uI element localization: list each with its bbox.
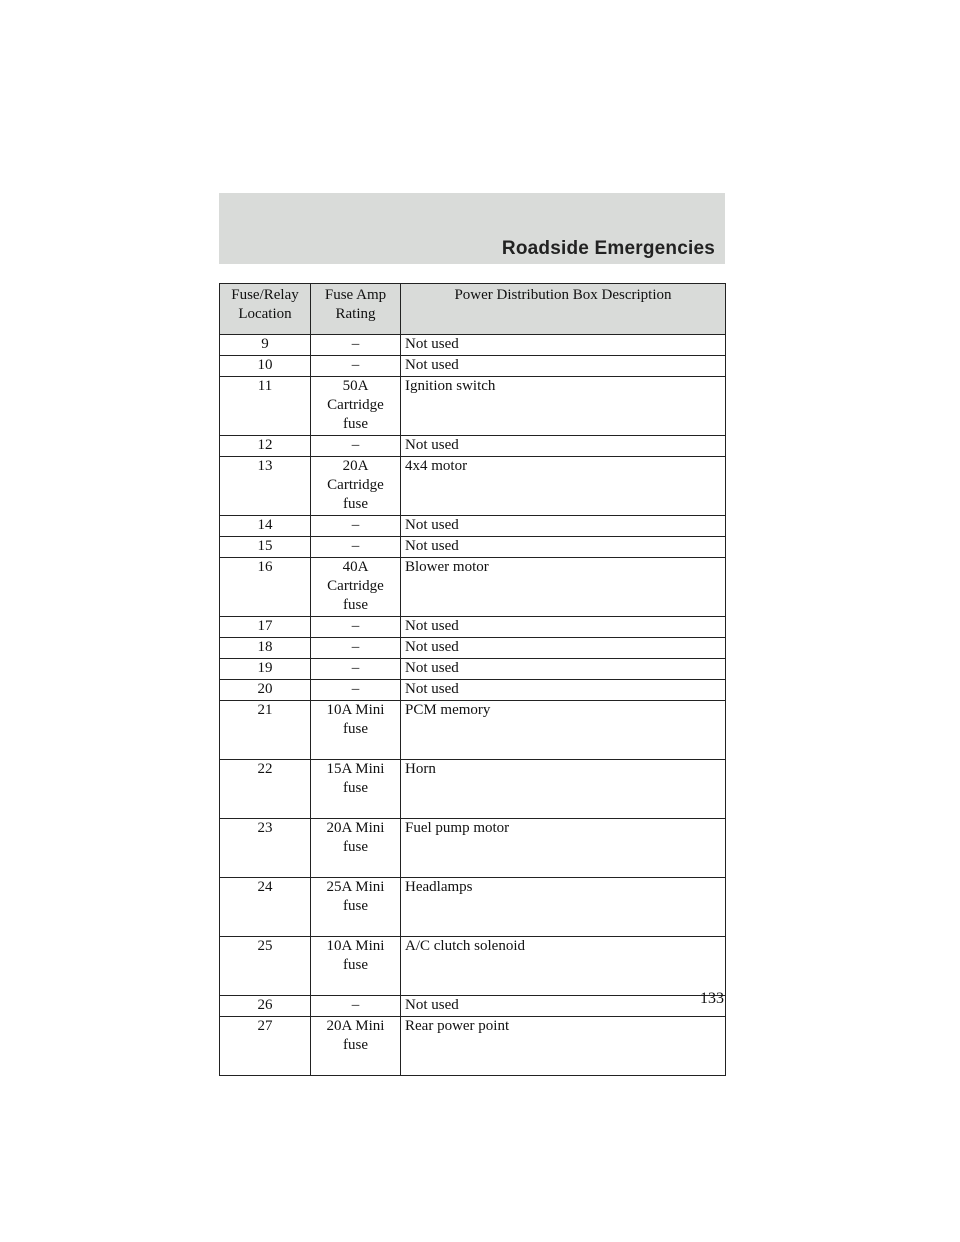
table-row	[220, 878, 726, 937]
cell-description: 4x4 motor	[401, 457, 726, 516]
cell-location: 18	[220, 638, 311, 659]
table-row	[220, 680, 726, 701]
cell-location: 13	[220, 457, 311, 516]
page-number: 133	[700, 990, 724, 1007]
table-row	[220, 356, 726, 377]
cell-location: 14	[220, 516, 311, 537]
cell-amp-rating: 20A Cartridge fuse	[311, 457, 401, 516]
table-row	[220, 377, 726, 436]
cell-amp-rating: –	[311, 516, 401, 537]
cell-amp-rating: –	[311, 537, 401, 558]
table-row	[220, 638, 726, 659]
cell-amp-rating: –	[311, 335, 401, 356]
cell-description: Rear power point	[401, 1017, 726, 1076]
cell-location: 27	[220, 1017, 311, 1076]
cell-description: Not used	[401, 537, 726, 558]
cell-description: PCM memory	[401, 701, 726, 760]
cell-location: 15	[220, 537, 311, 558]
table-row	[220, 335, 726, 356]
cell-location: 21	[220, 701, 311, 760]
cell-location: 25	[220, 937, 311, 996]
cell-amp-rating: –	[311, 680, 401, 701]
cell-description: Not used	[401, 996, 726, 1017]
table-row	[220, 537, 726, 558]
cell-description: Not used	[401, 436, 726, 457]
cell-amp-rating: 10A Mini fuse	[311, 937, 401, 996]
cell-location: 26	[220, 996, 311, 1017]
cell-description: Not used	[401, 516, 726, 537]
header-amp-rating: Fuse Amp Rating	[311, 284, 401, 335]
table-row	[220, 617, 726, 638]
table-row	[220, 819, 726, 878]
header-location: Fuse/Relay Location	[220, 284, 311, 335]
section-header-band	[219, 193, 725, 264]
cell-description: Not used	[401, 638, 726, 659]
cell-amp-rating: 40A Cartridge fuse	[311, 558, 401, 617]
cell-description: A/C clutch solenoid	[401, 937, 726, 996]
section-title: Roadside Emergencies	[501, 238, 715, 259]
cell-amp-rating: –	[311, 996, 401, 1017]
cell-description: Blower motor	[401, 558, 726, 617]
cell-amp-rating: 10A Mini fuse	[311, 701, 401, 760]
cell-description: Not used	[401, 617, 726, 638]
cell-description: Horn	[401, 760, 726, 819]
cell-amp-rating: –	[311, 638, 401, 659]
cell-amp-rating: –	[311, 356, 401, 377]
cell-location: 20	[220, 680, 311, 701]
table-row	[220, 701, 726, 760]
cell-amp-rating: 20A Mini fuse	[311, 819, 401, 878]
cell-location: 10	[220, 356, 311, 377]
header-description: Power Distribution Box Description	[401, 284, 726, 335]
cell-amp-rating: –	[311, 659, 401, 680]
cell-amp-rating: 25A Mini fuse	[311, 878, 401, 937]
table-row	[220, 996, 726, 1017]
table-row	[220, 659, 726, 680]
table-row	[220, 1017, 726, 1076]
table-row	[220, 516, 726, 537]
fuse-table	[219, 283, 726, 1076]
table-header-row	[220, 284, 726, 335]
cell-description: Ignition switch	[401, 377, 726, 436]
table-row	[220, 760, 726, 819]
cell-location: 22	[220, 760, 311, 819]
cell-description: Fuel pump motor	[401, 819, 726, 878]
cell-description: Not used	[401, 356, 726, 377]
cell-location: 24	[220, 878, 311, 937]
cell-description: Not used	[401, 659, 726, 680]
cell-location: 16	[220, 558, 311, 617]
cell-amp-rating: 50A Cartridge fuse	[311, 377, 401, 436]
cell-description: Not used	[401, 680, 726, 701]
cell-amp-rating: 20A Mini fuse	[311, 1017, 401, 1076]
table-body	[220, 335, 726, 1076]
cell-amp-rating: 15A Mini fuse	[311, 760, 401, 819]
cell-location: 19	[220, 659, 311, 680]
cell-location: 11	[220, 377, 311, 436]
table-row	[220, 436, 726, 457]
cell-description: Headlamps	[401, 878, 726, 937]
table-row	[220, 937, 726, 996]
cell-location: 12	[220, 436, 311, 457]
table-row	[220, 558, 726, 617]
cell-location: 23	[220, 819, 311, 878]
cell-description: Not used	[401, 335, 726, 356]
cell-location: 9	[220, 335, 311, 356]
cell-amp-rating: –	[311, 436, 401, 457]
cell-amp-rating: –	[311, 617, 401, 638]
cell-location: 17	[220, 617, 311, 638]
table-row	[220, 457, 726, 516]
